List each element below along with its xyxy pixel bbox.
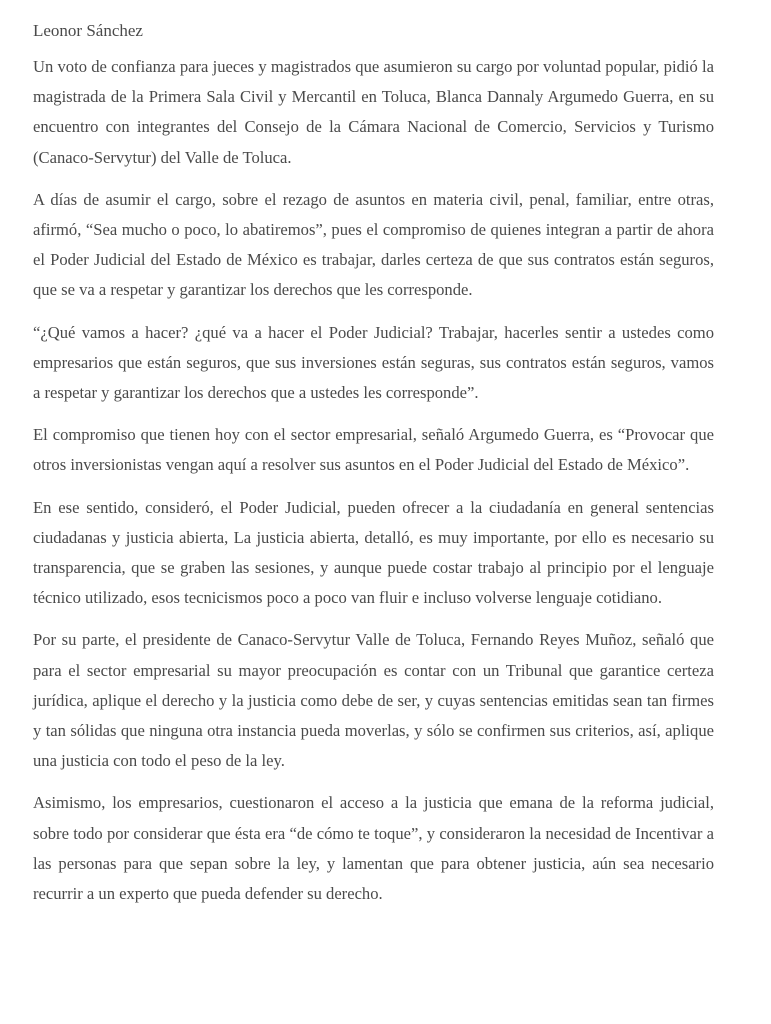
article-paragraph: El compromiso que tienen hoy con el sector empresarial, señaló Argumedo Guerra, es “Provocar que otros inversionistas vengan aquí a resolver sus asuntos en el Poder Judicial del Estado de México”. xyxy=(33,425,714,475)
author-byline: Leonor Sánchez xyxy=(33,21,143,40)
article-paragraph: En ese sentido, consideró, el Poder Judicial, pueden ofrecer a la ciudadanía en general sentencias ciudadanas y justicia abierta, La justicia abierta, detalló, es muy importante, por ello es necesario su transparencia, que se graben las sesiones, y aunque puede costar trabajo al principio por el lenguaje técnico utilizado, esos tecnicismos poco a poco van fluir e incluso volverse lenguaje cotidiano. xyxy=(33,497,714,608)
article-paragraph: “¿Qué vamos a hacer? ¿qué va a hacer el Poder Judicial? Trabajar, hacerles sentir a ustedes como empresarios que están seguros, que sus inversiones están seguras, sus contratos están seguros, vamos a respetar y garantizar los derechos que a ustedes les corresponde”. xyxy=(33,322,714,403)
article-paragraph: Asimismo, los empresarios, cuestionaron el acceso a la justicia que emana de la reforma judicial, sobre todo por considerar que ésta era “de cómo te toque”, y consideraron la necesidad de Incentivar a las personas para que sepan sobre la ley, y lamentan que para obtener justicia, aún sea necesario recurrir a un experto que pueda defender su derecho. xyxy=(33,793,714,904)
article-paragraph: A días de asumir el cargo, sobre el rezago de asuntos en materia civil, penal, familiar, entre otras, afirmó, “Sea mucho o poco, lo abatiremos”, pues el compromiso de quienes integran a partir de ahora el Poder Judicial del Estado de México es trabajar, darles certeza de que sus contratos están seguros, que se va a respetar y garantizar los derechos que les corresponde. xyxy=(33,189,714,300)
article-paragraph: Por su parte, el presidente de Canaco-Servytur Valle de Toluca, Fernando Reyes Muñoz, señaló que para el sector empresarial su mayor preocupación es contar con un Tribunal que garantice certeza jurídica, aplique el derecho y la justicia como debe de ser, y cuyas sentencias emitidas sean tan firmes y tan sólidas que ninguna otra instancia pueda moverlas, y sólo se confirmen sus criterios, así, aplique una justicia con todo el peso de la ley. xyxy=(33,630,714,771)
article-paragraph: Un voto de confianza para jueces y magistrados que asumieron su cargo por voluntad popular, pidió la magistrada de la Primera Sala Civil y Mercantil en Toluca, Blanca Dannaly Argumedo Guerra, en su encuentro con integrantes del Consejo de la Cámara Nacional de Comercio, Servicios y Turismo (Canaco-Servytur) del Valle de Toluca. xyxy=(33,57,714,167)
